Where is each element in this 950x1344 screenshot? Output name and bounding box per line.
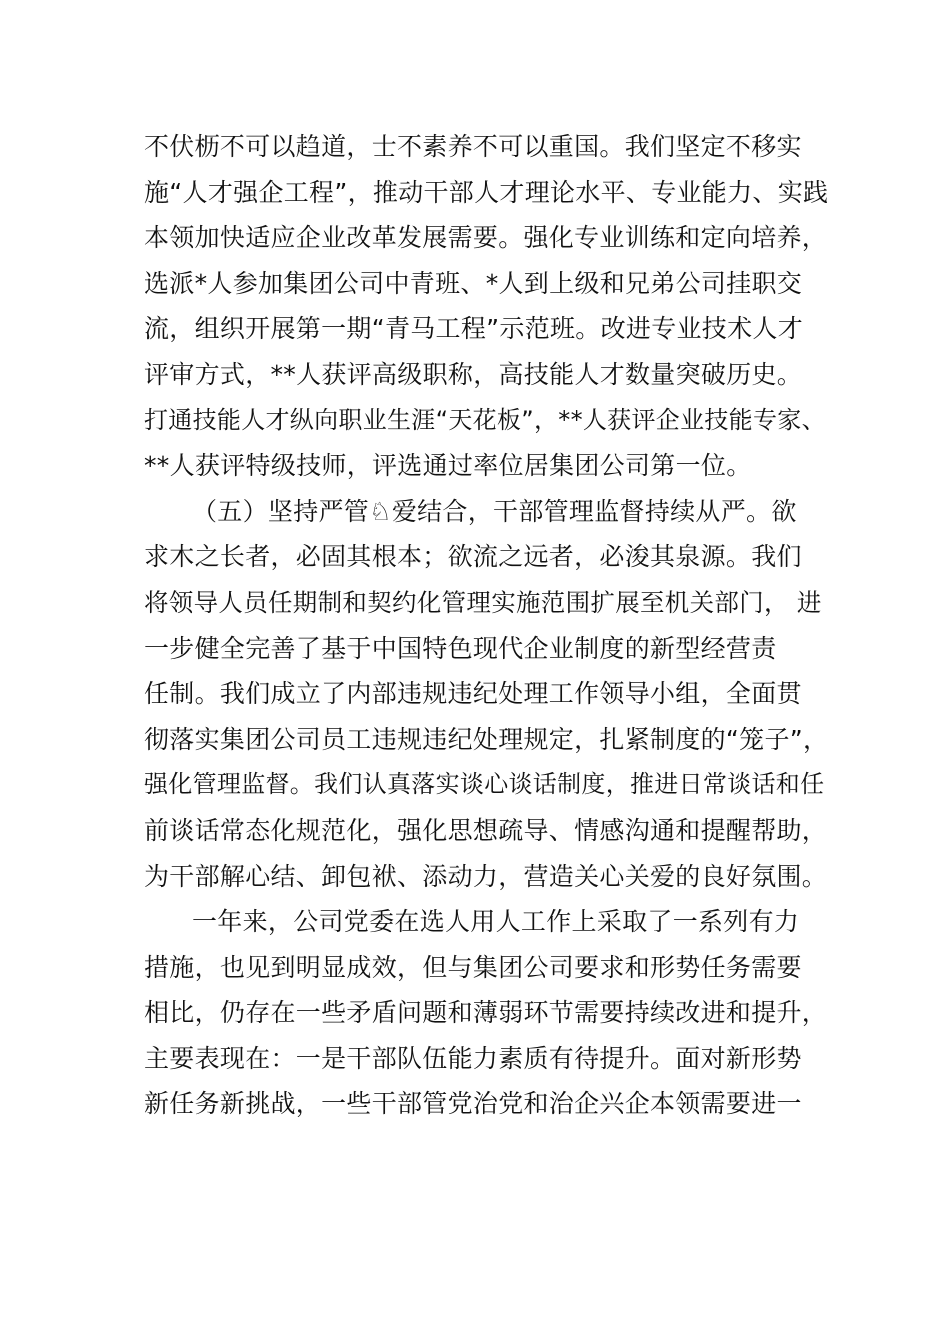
text-line: 主要表现在：一是干部队伍能力素质有待提升。面对新形势: [144, 1043, 802, 1073]
text-line: 将领导人员任期制和契约化管理实施范围扩展至机关部门， 进: [144, 587, 822, 617]
document-body: [144, 124, 834, 1127]
text-line: 本领加快适应企业改革发展需要。强化专业训练和定向培养，: [144, 223, 828, 253]
text-line: 打通技能人才纵向职业生涯“天花板”，**人获评企业技能专家、: [144, 405, 826, 434]
text-line: 彻落实集团公司员工违规违纪处理规定，扎紧制度的“笼子”，: [144, 724, 829, 754]
text-line: 一年来，公司党委在选人用人工作上采取了一系列有力: [192, 907, 800, 937]
text-line: **人获评特级技师，评选通过率位居集团公司第一位。: [144, 451, 752, 481]
text-line: 相比，仍存在一些矛盾问题和薄弱环节需要持续改进和提升，: [144, 998, 828, 1028]
text-line: 前谈话常态化规范化，强化思想疏导、情感沟通和提醒帮助，: [144, 815, 828, 845]
text-line: 任制。我们成立了内部违规违纪处理工作领导小组，全面贯: [144, 679, 802, 709]
text-line: 措施，也见到明显成效，但与集团公司要求和形势任务需要: [144, 952, 802, 982]
text-line: 选派*人参加集团公司中青班、*人到上级和兄弟公司挂职交: [144, 268, 803, 298]
text-line: 不伏枥不可以趋道，士不素养不可以重国。我们坚定不移实: [144, 132, 802, 161]
text-line: 新任务新挑战，一些干部管党治党和治企兴企本领需要进一: [144, 1089, 802, 1119]
text-line: 求木之长者，必固其根本；欲流之远者，必浚其泉源。我们: [144, 542, 802, 572]
text-line: （五）坚持严管♘爱结合，干部管理监督持续从严。欲: [192, 496, 797, 526]
text-line: 流，组织开展第一期“青马工程”示范班。改进专业技术人才: [144, 314, 804, 344]
text-line: 为干部解心结、卸包袱、添动力，营造关心关爱的良好氛围。: [144, 861, 828, 891]
text-line: 一步健全完善了基于中国特色现代企业制度的新型经营责: [144, 633, 777, 663]
text-line: 评审方式，**人获评高级职称，高技能人才数量突破历史。: [144, 359, 803, 389]
text-line: 施“人才强企工程”，推动干部人才理论水平、专业能力、实践: [144, 177, 829, 207]
text-line: 强化管理监督。我们认真落实谈心谈话制度，推进日常谈话和任: [144, 770, 825, 799]
